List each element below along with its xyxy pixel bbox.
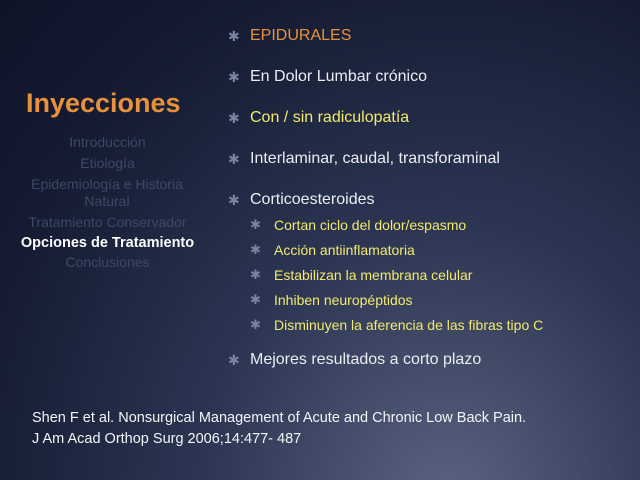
asterisk-bullet-icon: ✱ xyxy=(228,28,240,44)
asterisk-bullet-icon: ✱ xyxy=(228,69,240,85)
bullet-text: Con / sin radiculopatía xyxy=(250,109,410,126)
bullet-corticoesteroides xyxy=(228,190,633,210)
sub-bullet-text: Acción antiinflamatoria xyxy=(274,242,415,258)
bullet-list xyxy=(228,26,633,391)
sub-bullet-text: Disminuyen la aferencia de las fibras tipo C xyxy=(274,317,544,333)
asterisk-bullet-icon: ✱ xyxy=(250,292,261,307)
asterisk-bullet-icon: ✱ xyxy=(228,352,240,368)
sub-bullet xyxy=(228,291,633,309)
bullet-dolor-lumbar xyxy=(228,67,633,87)
nav-item-epidemiologia[interactable]: Epidemiología e Historia Natural xyxy=(31,176,183,209)
asterisk-bullet-icon: ✱ xyxy=(228,151,240,167)
sub-bullet-text: Estabilizan la membrana celular xyxy=(274,267,473,283)
nav-item-introduccion[interactable]: Introducción xyxy=(69,134,146,150)
asterisk-bullet-icon: ✱ xyxy=(250,217,261,232)
bullet-radiculopatia xyxy=(228,108,633,128)
sub-bullet xyxy=(228,241,633,259)
section-nav xyxy=(0,134,215,275)
slide-title: Inyecciones xyxy=(26,88,181,118)
bullet-text: EPIDURALES xyxy=(250,27,352,44)
bullet-epidurales xyxy=(228,26,633,46)
sub-bullet-text: Cortan ciclo del dolor/espasmo xyxy=(274,217,467,233)
bullet-text: En Dolor Lumbar crónico xyxy=(250,68,427,85)
asterisk-bullet-icon: ✱ xyxy=(250,267,261,282)
reference-line: J Am Acad Orthop Surg 2006;14:477- 487 xyxy=(32,431,302,447)
bullet-resultados xyxy=(228,350,633,370)
sub-bullet-list xyxy=(228,216,633,334)
sub-bullet xyxy=(228,216,633,234)
nav-item-conclusiones[interactable]: Conclusiones xyxy=(65,254,150,270)
asterisk-bullet-icon: ✱ xyxy=(250,242,261,257)
bullet-text: Interlaminar, caudal, transforaminal xyxy=(250,150,500,167)
sub-bullet-text: Inhiben neuropéptidos xyxy=(274,292,413,308)
bullet-text: Corticoesteroides xyxy=(250,191,375,208)
nav-item-opciones-tratamiento[interactable]: Opciones de Tratamiento xyxy=(20,235,195,251)
reference-line: Shen F et al. Nonsurgical Management of Acute and Chronic Low Back Pain. xyxy=(32,410,527,426)
asterisk-bullet-icon: ✱ xyxy=(250,317,261,332)
nav-item-etiologia[interactable]: Etiología xyxy=(80,155,135,171)
asterisk-bullet-icon: ✱ xyxy=(228,110,240,126)
bullet-text: Mejores resultados a corto plazo xyxy=(250,351,482,368)
sub-bullet xyxy=(228,266,633,284)
bullet-vias xyxy=(228,149,633,169)
asterisk-bullet-icon: ✱ xyxy=(228,192,240,208)
nav-item-tratamiento-conservador[interactable]: Tratamiento Conservador xyxy=(28,214,187,230)
sub-bullet xyxy=(228,316,633,334)
reference-citation xyxy=(32,408,632,450)
